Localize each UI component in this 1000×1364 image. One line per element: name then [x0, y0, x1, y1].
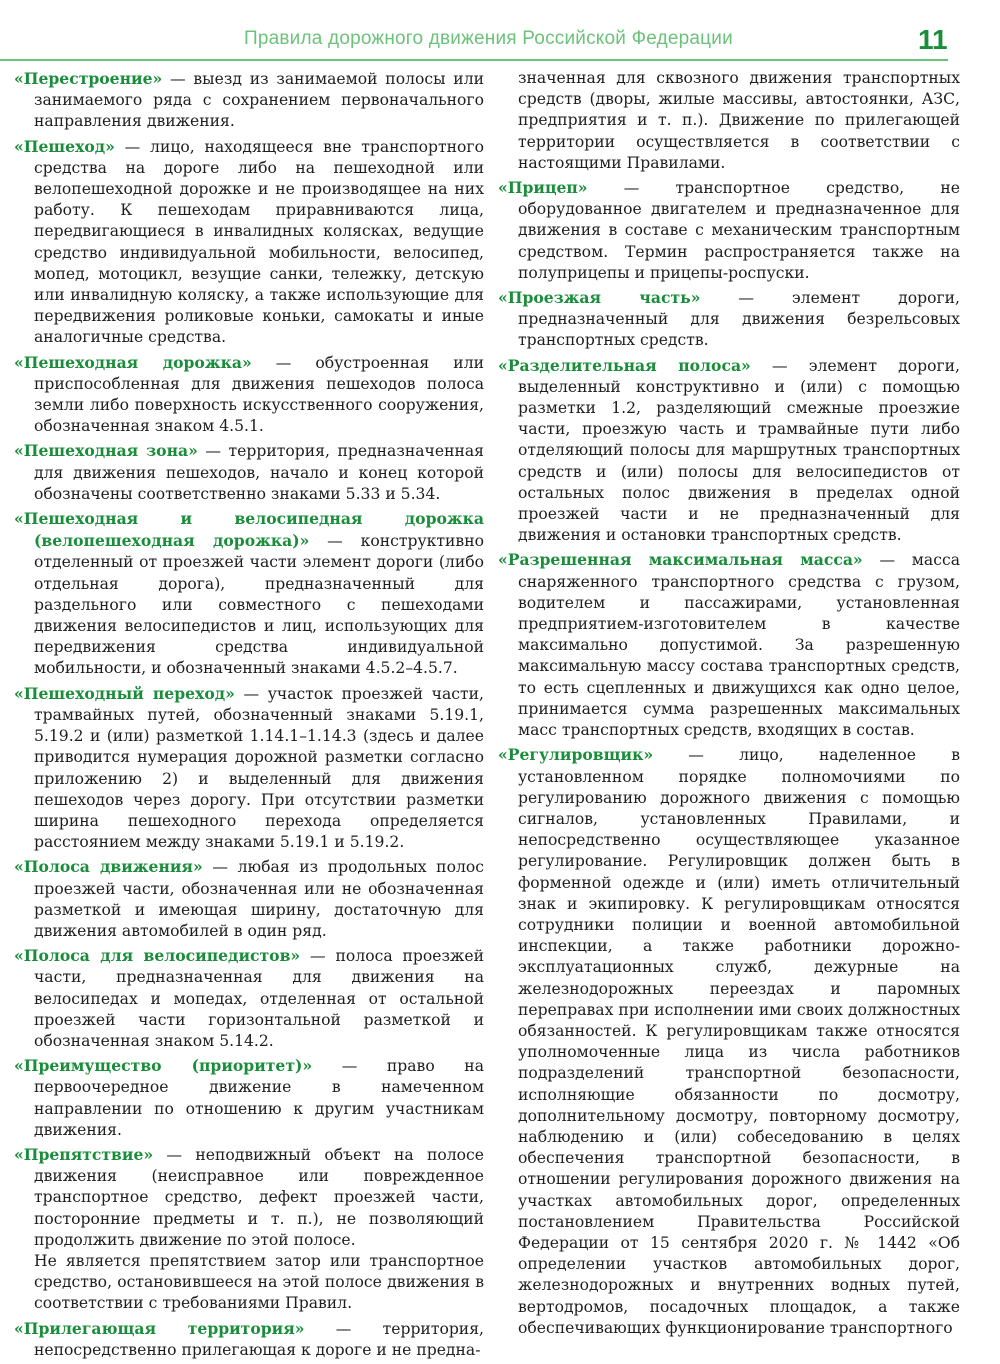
definition-entry — [14, 1144, 484, 1315]
definition-paragraph — [498, 549, 960, 741]
definition-term: «Препятствие» — [14, 1144, 154, 1164]
definition-text: — участок проезжей части, трамвайных путей, обозначенный знаками 5.19.1, 5.19.2 и (или) разметкой 1.14.1–1.14.3 (здесь и далее приводится нумерация дорожной разметки согласно приложению 2) и выделенный для движения пешеходов через дорогу. При отсутствии разметки ширина пешеходного перехода определяется расстоянием между знаками 5.19.1 и 5.19.2. — [34, 684, 485, 852]
definition-entry — [14, 68, 484, 133]
definition-text: — территория, непосредственно прилегающая к дороге и не предна- — [34, 1319, 484, 1359]
definition-text: — неподвижный объект на полосе движения (неисправное или поврежденное транспортное средство, дефект проезжей части, посторонние предметы и т. п.), не позволяющий продолжить движение по этой полосе. — [34, 1145, 484, 1249]
definition-entry — [14, 945, 484, 1052]
definition-entry — [498, 744, 960, 1339]
definition-text: — территория, предназначенная для движения пешеходов, начало и конец которой обозначены соответственно знаками 5.33 и 5.34. — [34, 442, 485, 503]
definition-paragraph — [14, 1318, 484, 1361]
left-column — [14, 68, 484, 1364]
definition-term: «Преимущество (приоритет)» — [14, 1056, 313, 1076]
definition-entry — [498, 287, 960, 352]
definition-entry — [498, 68, 960, 174]
definition-paragraph — [498, 177, 960, 284]
definition-text: — элемент дороги, выделенный конструктивно и (или) с помощью разметки 1.2, разделяющий смежные проезжие части, проезжую часть и трамвайные пути либо отделяющий полосы для маршрутных транспортных средств и (или) полосы для велосипедистов от остальных полос движения в пределах одной проезжей части и не предназначенный для движения и остановки транспортных средств. — [518, 356, 960, 545]
definition-term: «Проезжая часть» — [498, 288, 701, 308]
definition-text: — право на первоочередное движение в намеченном направлении по отношению к другим участникам движения. — [34, 1057, 484, 1139]
definition-paragraph — [14, 508, 484, 680]
definition-term: «Разделительная полоса» — [498, 355, 751, 375]
page-number: 11 — [918, 24, 948, 55]
definition-paragraph — [14, 683, 484, 854]
definition-entry — [498, 177, 960, 284]
definition-term: «Перестроение» — [14, 69, 163, 88]
definition-term: «Пешеход» — [14, 136, 115, 156]
definition-text: — полоса проезжей части, предназначенная для движения на велосипедах и мопедах, отделенная от остальной проезжей части горизонтальной разметкой и обозначенная знаком 5.14.2. — [34, 947, 484, 1050]
definition-text: — лицо, наделенное в установленном порядке полномочиями по регулированию дорожного движения с помощью сигналов, установленных Правилами, и непосредственно осуществляющее указанное регулирование. Регулировщик должен быть в форменной одежде и (или) иметь отличительный знак и экипировку. К регулировщикам относятся сотрудники полиции и военной автомобильной инспекции, а также работники дорожно-эксплуатационных служб, дежурные на железнодорожных переездах и паромных переправах при исполнении ими своих должностных обязанностей. К регулировщикам также относятся уполномоченные лица из числа работников подразделений транспортной безопасности, исполняющие обязанности по досмотру, дополнительному досмотру, повторному досмотру, наблюдению и (или) собеседованию в целях обеспечения транспортной безопасности, в отношении регулирования дорожного движения на участках автомобильных дорог, определенных постановлением Правительства Российской Федерации от 15 сентября 2020 г. № 1442 «Об определении участков автомобильных дорог, железнодорожных и внутренних водных путей, вертодромов, посадочных площадок, а также обеспечивающих функционирование транспортного — [518, 746, 960, 1337]
definition-paragraph — [14, 68, 484, 133]
definition-entry — [14, 508, 484, 680]
definition-paragraph — [14, 1055, 484, 1141]
definition-term: «Пешеходный переход» — [14, 683, 235, 703]
definition-term: «Регулировщик» — [498, 745, 654, 765]
definition-entry — [14, 1318, 484, 1361]
definition-entry — [14, 1055, 484, 1141]
definition-entry — [14, 856, 484, 942]
definition-paragraph — [14, 945, 484, 1052]
definition-text: — конструктивно отделенный от проезжей части элемент дороги (либо отдельная дорога), предназначенный для раздельного или совместного с пешеходами движения велосипедистов и лиц, использующих для передвижения средства индивидуальной мобильности, и обозначенный знаками 4.5.2–4.5.7. — [34, 532, 484, 678]
definition-entry — [14, 440, 484, 505]
right-column — [498, 68, 960, 1342]
definition-paragraph — [14, 352, 484, 438]
definition-text: — обустроенная или приспособленная для движения пешеходов полоса земли либо поверхность искусственного сооружения, обозначенная знаком 4.5.1. — [34, 353, 484, 436]
definition-term: «Пешеходная и велосипедная дорожка (велопешеходная дорожка)» — [14, 509, 484, 551]
definition-text: — масса снаряженного транспортного средства с грузом, водителем и пассажирами, установленная предприятием-изготовителем в качестве максимально допустимой. За разрешенную максимальную массу состава транспортных средств, то есть сцепленных и движущихся как одно целое, принимается сумма разрешенных максимальных масс транспортных средств, входящих в состав. — [518, 551, 960, 740]
definition-extra-paragraph: Не является препятствием затор или транспортное средство, остановившееся на этой полосе движения в соответствии с требованиями Правил. — [34, 1251, 484, 1313]
definition-term: «Прицеп» — [498, 178, 588, 198]
definition-term: «Полоса для велосипедистов» — [14, 946, 301, 966]
definition-paragraph — [498, 287, 960, 352]
definition-paragraph — [14, 856, 484, 942]
definition-entry — [14, 683, 484, 854]
definition-paragraph — [498, 68, 960, 174]
header-title: Правила дорожного движения Российской Федерации — [244, 28, 733, 49]
definition-entry — [14, 136, 484, 349]
definition-term: «Прилегающая территория» — [14, 1318, 305, 1338]
definition-term: «Разрешенная максимальная масса» — [498, 550, 863, 570]
definition-term: «Пешеходная дорожка» — [14, 352, 252, 372]
definition-text: — лицо, находящееся вне транспортного средства на дороге либо на пешеходной или велопешеходной дорожке и не производящее на них работу. К пешеходам приравниваются лица, передвигающиеся в инвалидных колясках, ведущие средство индивидуальной мобильности, велосипед, мопед, мотоцикл, везущие санки, тележку, детскую или инвалидную коляску, а также использующие для передвижения роликовые коньки, самокаты и иные аналогичные средства. — [34, 137, 484, 347]
definition-term: «Полоса движения» — [14, 857, 203, 877]
definition-text: значенная для сквозного движения транспортных средств (дворы, жилые массивы, автостоянки, АЗС, предприятия и т. п.). Движение по прилегающей территории осуществляется в соответствии с настоящими Правилами. — [518, 69, 960, 172]
definition-text: — любая из продольных полос проезжей части, обозначенная или не обозначенная разметкой и имеющая ширину, достаточную для движения автомобилей в один ряд. — [34, 858, 484, 940]
definition-paragraph — [498, 744, 960, 1339]
definition-text: — выезд из занимаемой полосы или занимаемого ряда с сохранением первоначального направления движения. — [34, 70, 484, 131]
definition-paragraph — [14, 1144, 484, 1251]
definition-text: — элемент дороги, предназначенный для движения безрельсовых транспортных средств. — [518, 289, 961, 350]
definition-paragraph — [498, 355, 960, 547]
definition-term: «Пешеходная зона» — [14, 441, 198, 461]
definition-paragraph — [14, 440, 484, 505]
definition-entry — [498, 355, 960, 547]
definition-entry — [14, 352, 484, 438]
definition-paragraph — [14, 136, 484, 349]
definition-text: — транспортное средство, не оборудованное двигателем и предназначенное для движения в составе с механическим транспортным средством. Термин распространяется также на полуприцепы и прицепы-роспуски. — [518, 179, 960, 282]
header-divider — [0, 59, 948, 61]
definition-entry — [498, 549, 960, 741]
page-header — [0, 0, 1000, 64]
